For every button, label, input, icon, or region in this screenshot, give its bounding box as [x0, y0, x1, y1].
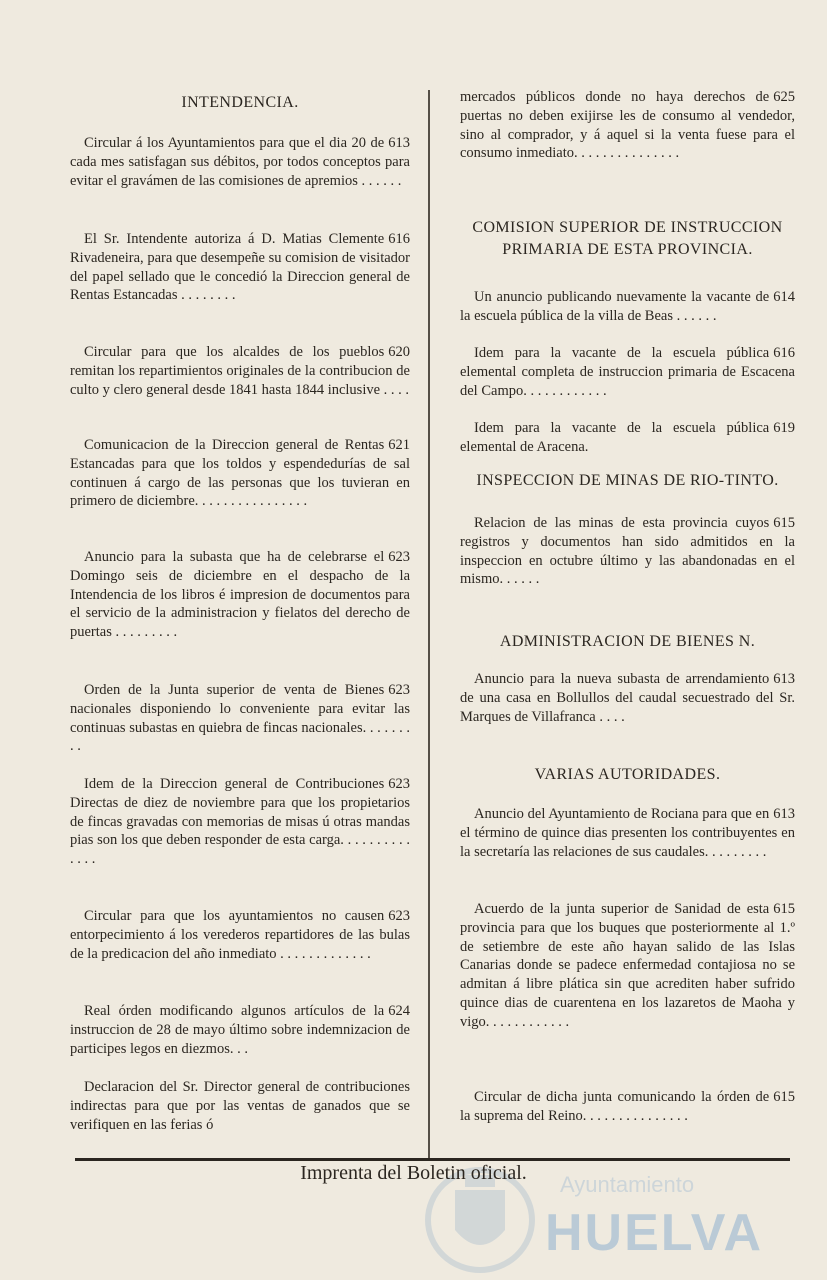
entry-text: Idem para la vacante de la escuela pública elemental completa de instruccion primaria de Escacena del Campo. . . . . . . . . . . .: [460, 345, 795, 399]
entry-text: Relacion de las minas de esta provincia cuyos registros y documentos han sido admitidos en la inspeccion en octubre último y las abandonadas en el mismo. . . . . .: [460, 515, 795, 588]
entry-text: Orden de la Junta superior de venta de Bienes nacionales disponiendo lo conveniente para evitar las continuas subastas en quiebra de fincas nacionales. . . . . . . . .: [70, 682, 410, 755]
entry-text: Comunicacion de la Direccion general de Rentas Estancadas para que los toldos y espendedurías de sal continuen á cargo de las personas que los tuvieran en primero de diciembre. . . . . . . . . . . . . . . .: [70, 437, 410, 510]
entry-text: Circular de dicha junta comunicando la órden de la suprema del Reino. . . . . . . . . . . . . . .: [460, 1089, 770, 1124]
index-entry-continuation: [460, 88, 795, 163]
entry-text: Acuerdo de la junta superior de Sanidad de esta provincia para que los buques que posteriormente al 1.º de setiembre de este año hayan salido de las Islas Canarias donde se padece enfermedad contajiosa no se admitan á libre plática sin que acrediten haber sufrido quince dias de cuarentena en los lazaretos de Maoha y vigo. . . . . . . . . . . .: [460, 901, 795, 1030]
entry-text: Circular para que los alcaldes de los pueblos remitan los repartimientos originales de la contribucion de culto y clero general desde 1841 hasta 1844 inclusive . . . .: [70, 344, 410, 398]
entry-page-number: 615: [773, 1089, 795, 1105]
entry-text: Anuncio para la nueva subasta de arrendamiento de una casa en Bollullos del caudal secuestrado del Sr. Marques de Villafranca . . . .: [460, 671, 795, 725]
index-entry: [70, 775, 410, 869]
index-entry: [70, 134, 410, 190]
entry-text: Anuncio del Ayuntamiento de Rociana para que en el término de quince dias presenten los contribuyentes en la secretaría las relaciones de sus caudales. . . . . . . . .: [460, 806, 795, 860]
entry-page-number: 613: [773, 806, 795, 822]
entry-text: Idem para la vacante de la escuela pública elemental de Aracena.: [460, 420, 770, 455]
entry-text: Declaracion del Sr. Director general de contribuciones indirectas para que por las ventas de ganados que se verifiquen en las ferias ó: [70, 1079, 410, 1133]
watermark-subtext: Ayuntamiento: [560, 1172, 695, 1197]
entry-page-number: 623: [388, 682, 410, 698]
index-entry: [460, 514, 795, 589]
index-entry: [70, 343, 410, 399]
section-heading-varias-autoridades: VARIAS AUTORIDADES.: [534, 766, 721, 783]
entry-text: Un anuncio publicando nuevamente la vacante de la escuela pública de la villa de Beas . . . . . .: [460, 289, 770, 324]
imprint-line: Imprenta del Boletin oficial.: [300, 1162, 527, 1184]
entry-page-number: 616: [773, 345, 795, 361]
column-divider: [428, 90, 430, 1158]
index-entry: [70, 548, 410, 642]
entry-page-number: 623: [388, 549, 410, 565]
entry-page-number: 621: [388, 437, 410, 453]
entry-page-number: 624: [388, 1003, 410, 1019]
section-heading-intendencia: INTENDENCIA.: [181, 94, 299, 111]
entry-page-number: 623: [388, 776, 410, 792]
entry-page-number: 613: [388, 135, 410, 151]
index-entry: [70, 230, 410, 305]
entry-page-number: 613: [773, 671, 795, 687]
entry-text: Circular á los Ayuntamientos para que el dia 20 de cada mes satisfagan sus débitos, por todos conceptos para evitar el gravámen de las comisiones de apremios . . . . . .: [70, 135, 410, 189]
section-heading-bienes: ADMINISTRACION DE BIENES N.: [499, 633, 756, 650]
entry-text: Anuncio para la subasta que ha de celebrarse el Domingo seis de diciembre en el despacho de la Intendencia de los libros é impresion de documentos para el servicio de la administracion y fielatos del derecho de puertas . . . . . . . . .: [70, 549, 410, 641]
entry-page-number: 614: [773, 289, 795, 305]
entry-page-number: 620: [388, 344, 410, 360]
index-entry: [70, 436, 410, 511]
index-entry: [70, 681, 410, 756]
watermark-text: HUELVA: [545, 1204, 764, 1262]
entry-page-number: 623: [388, 908, 410, 924]
section-heading-instruccion-primaria: COMISION SUPERIOR DE INSTRUCCION PRIMARIA DE ESTA PROVINCIA.: [472, 219, 783, 258]
index-entry: [460, 1088, 795, 1126]
index-entry: [70, 907, 410, 963]
entry-page-number: 616: [388, 231, 410, 247]
index-entry: [460, 670, 795, 726]
entry-text: Circular para que los ayuntamientos no causen entorpecimiento á los verederos repartidores de las bulas de la predicacion del año inmediato . . . . . . . . . . . . .: [70, 908, 410, 962]
entry-page-number: 619: [773, 420, 795, 436]
index-entry: [460, 805, 795, 861]
index-entry: [70, 1002, 410, 1058]
entry-page-number: 625: [773, 89, 795, 105]
section-heading-minas: INSPECCION DE MINAS DE RIO-TINTO.: [476, 472, 779, 489]
index-entry: [460, 900, 795, 1032]
index-entry: [460, 344, 795, 400]
index-entry: [70, 1078, 410, 1134]
entry-text: Real órden modificando algunos artículos de la instruccion de 28 de mayo último sobre indemnizacion de participes legos en diezmos. . .: [70, 1003, 410, 1057]
entry-page-number: 615: [773, 515, 795, 531]
entry-page-number: 615: [773, 901, 795, 917]
entry-text: El Sr. Intendente autoriza á D. Matias Clemente Rivadeneira, para que desempeñe su comision de visitador del papel sellado que le concedió la Direccion general de Rentas Estancadas . . . . . . . .: [70, 231, 410, 304]
entry-text: mercados públicos donde no haya derechos de puertas no deben exijirse les de consumo al vendedor, sino al comprador, y á aquel si la venta fuese para el consumo inmediato. . . . . . . . . . . . . . .: [460, 89, 795, 162]
index-entry: [460, 419, 795, 457]
index-entry: [460, 288, 795, 326]
entry-text: Idem de la Direccion general de Contribuciones Directas de diez de noviembre para que los propietarios de fincas gravadas con memorias de misas ú otras mandas pias son los que deben responder de esta carga. . . . . . . . . . . . . .: [70, 776, 410, 868]
